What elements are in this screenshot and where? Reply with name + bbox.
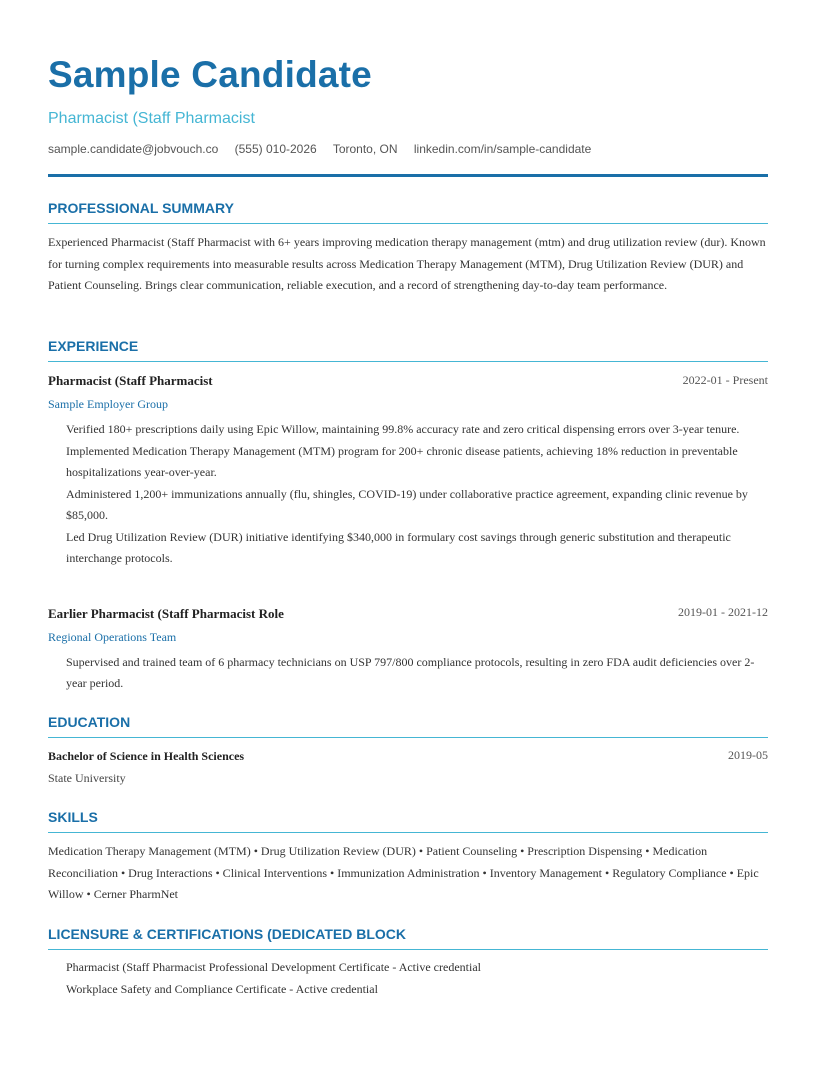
header-divider	[48, 174, 768, 177]
job-bullets-2	[66, 652, 756, 695]
list-item: Verified 180+ prescriptions daily using Epic Willow, maintaining 99.8% accuracy rate and zero critical dispensing errors over 3-year tenure.	[66, 422, 740, 436]
education-date: 2019-05	[728, 748, 768, 762]
section-title-licensure: LICENSURE & CERTIFICATIONS (DEDICATED BLOCK	[48, 925, 768, 950]
education-degree: Bachelor of Science in Health Sciences	[48, 749, 245, 763]
contact-location: Toronto, ON	[332, 142, 398, 156]
contact-email: sample.candidate@jobvouch.co	[48, 142, 219, 156]
candidate-name: Sample Candidate	[48, 54, 372, 95]
licensure-list	[66, 957, 756, 1001]
candidate-role: Pharmacist (Staff Pharmacist	[48, 110, 255, 127]
job-dates-1: 2022-01 - Present	[682, 373, 768, 387]
skills-text: Medication Therapy Management (MTM) • Drug Utilization Review (DUR) • Patient Counseling • Prescription Dispensing • Medication Reconciliation • Drug Interactions • Clinical Interventions • Immunization Administration • Inventory Management • Regulatory Compliance • Epic Willow • Cerner PharmNet	[48, 844, 759, 901]
job-employer-1: Sample Employer Group	[48, 397, 168, 411]
list-item: Implemented Medication Therapy Management (MTM) program for 200+ chronic disease patients, achieving 18% reduction in preventable hospitalizations year-over-year.	[66, 444, 738, 479]
list-item: Workplace Safety and Compliance Certificate - Active credential	[66, 982, 378, 996]
job-title-2: Earlier Pharmacist (Staff Pharmacist Role	[48, 606, 284, 621]
section-title-summary: PROFESSIONAL SUMMARY	[48, 199, 768, 224]
section-title-skills: SKILLS	[48, 808, 768, 833]
job-bullets-1	[66, 419, 756, 570]
contact-line	[48, 141, 604, 157]
summary-text: Experienced Pharmacist (Staff Pharmacist with 6+ years improving medication therapy management (mtm) and drug utilization review (dur). Known for turning complex requirements into measurable results across Medication Therapy Management (MTM), Drug Utilization Review (DUR) and Patient Counseling. Brings clear communication, reliable execution, and a record of strengthening day-to-day team performance.	[48, 235, 766, 292]
section-title-education: EDUCATION	[48, 713, 768, 738]
contact-linkedin: linkedin.com/in/sample-candidate	[413, 142, 592, 156]
list-item: Led Drug Utilization Review (DUR) initiative identifying $340,000 in formulary cost savings through generic substitution and therapeutic interchange protocols.	[66, 530, 731, 565]
contact-phone: (555) 010-2026	[234, 142, 317, 156]
education-school: State University	[48, 771, 126, 785]
job-title-1: Pharmacist (Staff Pharmacist	[48, 373, 213, 388]
list-item: Supervised and trained team of 6 pharmacy technicians on USP 797/800 compliance protocols, resulting in zero FDA audit deficiencies over 2-year period.	[66, 655, 755, 690]
job-dates-2: 2019-01 - 2021-12	[678, 605, 768, 619]
list-item: Pharmacist (Staff Pharmacist Professional Development Certificate - Active credential	[66, 960, 481, 974]
job-employer-2: Regional Operations Team	[48, 630, 177, 644]
section-title-experience: EXPERIENCE	[48, 337, 768, 362]
list-item: Administered 1,200+ immunizations annually (flu, shingles, COVID-19) under collaborative practice agreement, expanding clinic revenue by $85,000.	[66, 487, 748, 522]
